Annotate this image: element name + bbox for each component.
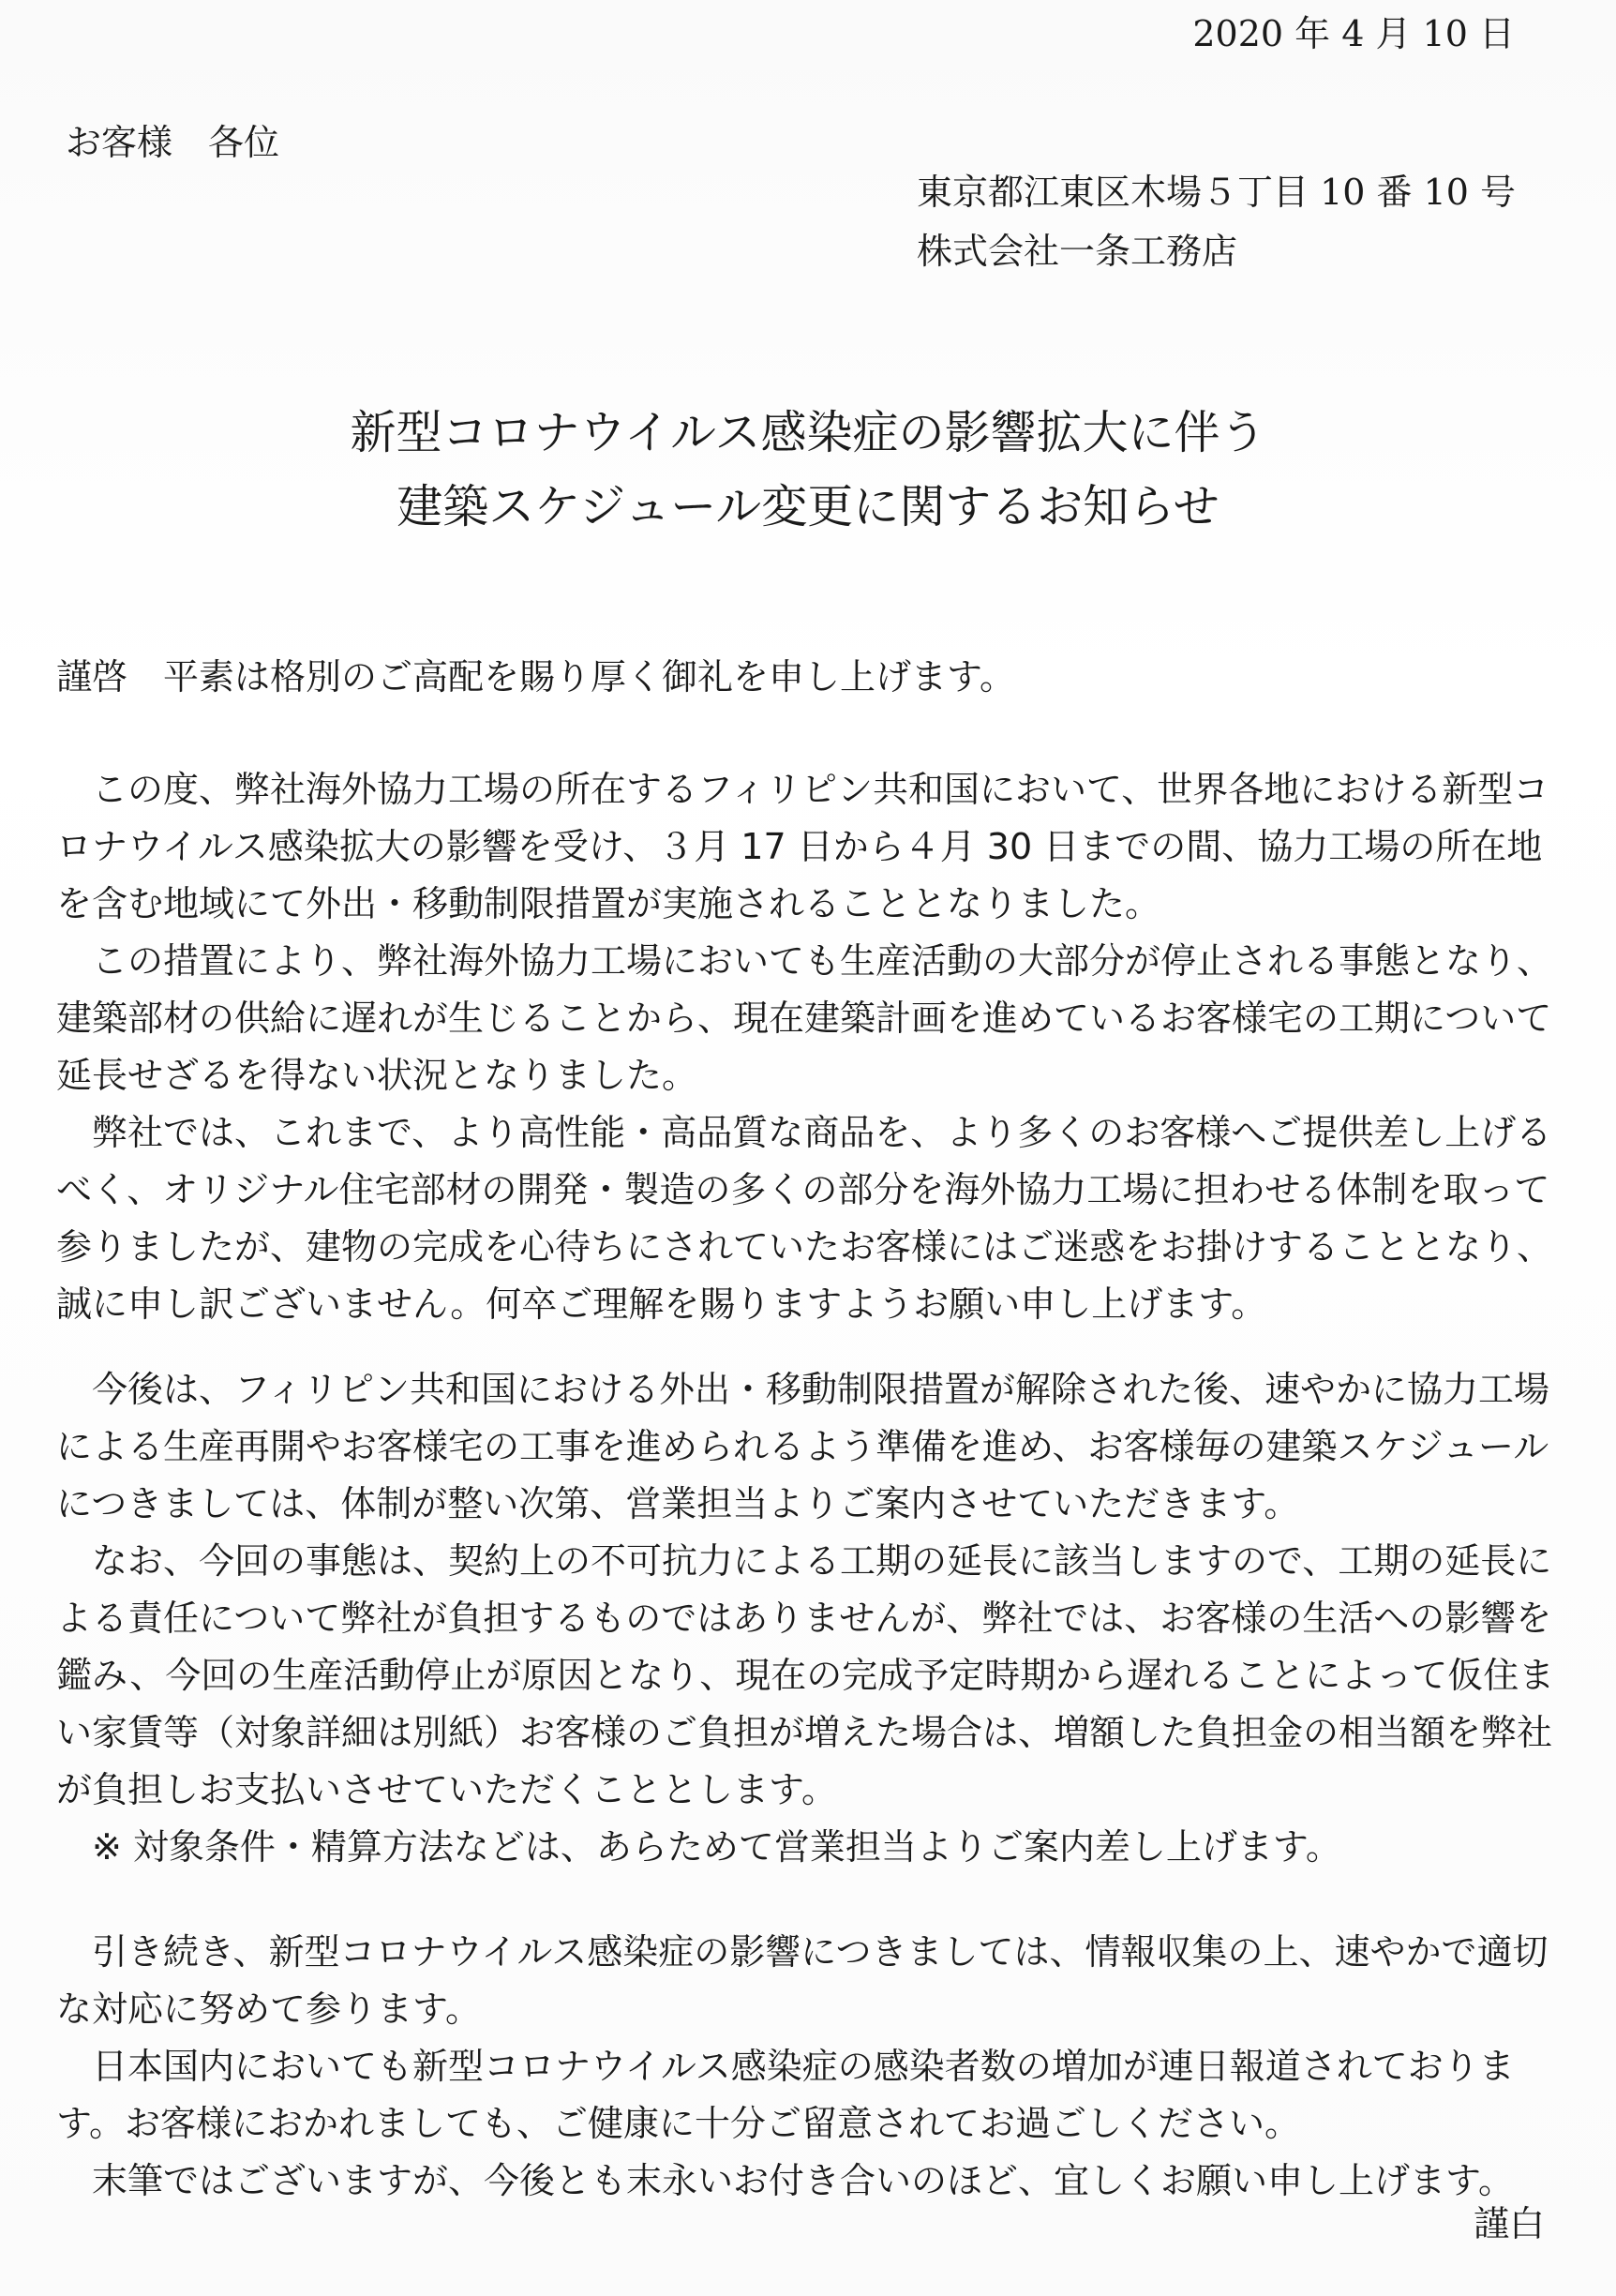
body-section-1 xyxy=(56,761,1560,1333)
document-date: 2020 年 4 月 10 日 xyxy=(1192,13,1515,54)
paragraph: この措置により、弊社海外協力工場においても生産活動の大部分が停止される事態となり、建築部材の供給に遅れが生じることから、現在建築計画を進めているお客様宅の工期について延長せざるを得ない状況となりました。 xyxy=(56,940,1553,1096)
paragraph: この度、弊社海外協力工場の所在するフィリピン共和国において、世界各地における新型コロナウイルス感染拡大の影響を受け、３月 17 日から４月 30 日までの間、協力工場の所在地を含む地域にて外出・移動制限措置が実施されることとなりました。 xyxy=(56,769,1549,924)
recipient-line: お客様 各位 xyxy=(66,122,280,163)
sender-company: 株式会社一条工務店 xyxy=(917,231,1238,272)
paragraph: なお、今回の事態は、契約上の不可抗力による工期の延長に該当しますので、工期の延長による責任について弊社が負担するものではありませんが、弊社では、お客様の生活への影響を鑑み、今回の生産活動停止が原因となり、現在の完成予定時期から遅れることによって仮住まい家賃等（対象詳細は別紙）お客様のご負担が増えた場合は、増額した負担金の相当額を弊社が負担しお支払いさせていただくこととします。 xyxy=(56,1540,1555,1810)
paragraph: 引き続き、新型コロナウイルス感染症の影響につきましては、情報収集の上、速やかで適切な対応に努めて参ります。 xyxy=(56,1931,1549,2030)
paragraph: 弊社では、これまで、より高性能・高品質な商品を、より多くのお客様へご提供差し上げるべく、オリジナル住宅部材の開発・製造の多くの部分を海外協力工場に担わせる体制を取って参りましたが、建物の完成を心待ちにされていたお客様にはご迷惑をお掛けすることとなり、誠に申し訳ございません。何卒ご理解を賜りますようお願い申し上げます。 xyxy=(56,1112,1553,1325)
greeting-section xyxy=(56,649,1560,706)
paragraph: 日本国内においても新型コロナウイルス感染症の感染者数の増加が連日報道されております。お客様におかれましても、ご健康に十分ご留意されてお過ごしください。 xyxy=(56,2046,1515,2144)
sender-address: 東京都江東区木場５丁目 10 番 10 号 xyxy=(917,172,1517,213)
body-section-3 xyxy=(56,1924,1560,2210)
greeting-paragraph: 謹啓 平素は格別のご高配を賜り厚く御礼を申し上げます。 xyxy=(56,656,1015,698)
document-title-line-1: 新型コロナウイルス感染症の影響拡大に伴う xyxy=(350,406,1266,459)
note-paragraph: ※ 対象条件・精算方法などは、あらためて営業担当よりご案内差し上げます。 xyxy=(92,1826,1341,1868)
paragraph: 末筆ではございますが、今後とも末永いお付き合いのほど、宜しくお願い申し上げます。 xyxy=(92,2160,1514,2201)
document-title-line-2: 建築スケジュール変更に関するお知らせ xyxy=(397,480,1219,533)
body-section-2 xyxy=(56,1361,1560,1876)
paragraph: 今後は、フィリピン共和国における外出・移動制限措置が解除された後、速やかに協力工場による生産再開やお客様宅の工事を進められるよう準備を進め、お客様毎の建築スケジュールにつきましては、体制が整い次第、営業担当よりご案内させていただきます。 xyxy=(56,1369,1549,1524)
closing-word: 謹白 xyxy=(1473,2203,1545,2244)
